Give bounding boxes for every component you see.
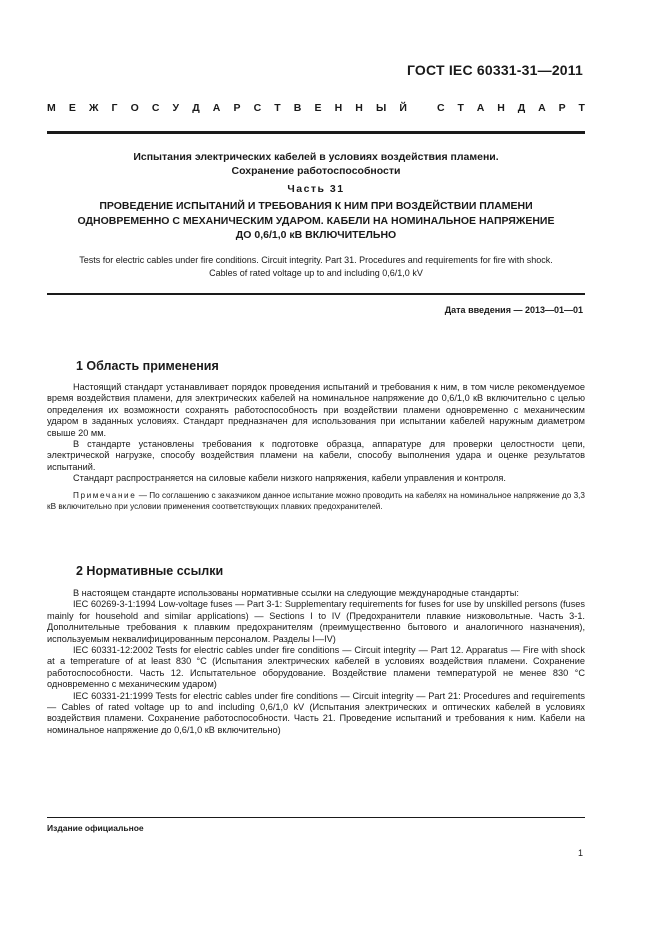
- standard-type-word-interstate: М Е Ж Г О С У Д А Р С Т В Е Н Н Ы Й: [47, 102, 407, 114]
- section-1-note: [47, 490, 585, 512]
- reference-entry: IEC 60331-21:1999 Tests for electric cables under fire conditions — Circuit integrity — Part 21: Procedures and requirements — Cables of rated voltage up to and including 0,6/1,0 kV (Испытания электрических и оптических кабелей в условиях воздействия пламени. Сохранение работоспособности. Часть 21. Проведение испытаний и требования к ним. Кабели на номинальное напряжение до 0,6/1,0 кВ включительно): [47, 690, 585, 735]
- standard-type-word-standard: С Т А Н Д А Р Т: [437, 102, 585, 114]
- section-1-paragraph: В стандарте установлены требования к подготовке образца, аппаратуре для проверки целостности цепи, электрической нагрузке, способу воздействия пламени на кабели, способу выполнения удара и оценке результатов испытаний.: [47, 439, 585, 472]
- section-1-heading: 1 Область применения: [76, 359, 219, 373]
- section-1-paragraph: Настоящий стандарт устанавливает порядок проведения испытаний и требования к ним, в том числе рекомендуемое время воздействия пламени, для электрических кабелей на номинальное напряжение до 0,6/1,0 кВ включительно с целью определения их возможности сохранять работоспособность при воздействии пламени одновременно с механическим ударом в заданных условиях. Стандарт предназначен для использования при испытании кабелей наружным диаметром свыше 20 мм.: [47, 382, 585, 438]
- section-1-paragraph: Стандарт распространяется на силовые кабели низкого напряжения, кабели управления и контроля.: [73, 473, 506, 484]
- footer-divider: [47, 817, 585, 818]
- title-line-1: Испытания электрических кабелей в условиях воздействия пламени.: [133, 151, 499, 163]
- official-edition-label: Издание официальное: [47, 823, 144, 833]
- note-label: Примечание: [73, 490, 137, 500]
- section-2-heading: 2 Нормативные ссылки: [76, 564, 224, 578]
- section-2-body: [47, 588, 585, 736]
- title-line-2: Сохранение работоспособности: [231, 165, 401, 177]
- introduction-date: Дата введения — 2013—01—01: [444, 305, 583, 315]
- english-title: Tests for electric cables under fire conditions. Circuit integrity. Part 31. Procedures and requirements for fire with shock. Cables of rated voltage up to and including 0,6/1,0 kV: [79, 255, 553, 278]
- part-title: ПРОВЕДЕНИЕ ИСПЫТАНИЙ И ТРЕБОВАНИЯ К НИМ ПРИ ВОЗДЕЙСТВИИ ПЛАМЕНИ ОДНОВРЕМЕННО С МЕХАНИЧЕСКИМ УДАРОМ. КАБЕЛИ НА НОМИНАЛЬНОЕ НАПРЯЖЕНИЕ ДО 0,6/1,0 кВ ВКЛЮЧИТЕЛЬНО: [77, 200, 555, 241]
- note-text: — По соглашению с заказчиком данное испытание можно проводить на кабелях на номинальное напряжение до 3,3 кВ включительно при условии применения соответствующих плавких предохранителей.: [47, 490, 585, 511]
- document-number: ГОСТ IEC 60331-31—2011: [406, 62, 583, 78]
- page-number: 1: [577, 848, 583, 858]
- reference-entry: IEC 60331-12:2002 Tests for electric cables under fire conditions — Circuit integrity — Part 12. Apparatus — Fire with shock at a temperature of at least 830 °C (Испытания электрических кабелей в условиях воздействия пламени. Сохранение работоспособности. Часть 12. Испытательное оборудование. Воздействие пламени температурой не менее 830 °C одновременно с механическим ударом): [47, 645, 585, 690]
- standard-type-heading: [47, 102, 585, 114]
- section-2-paragraph: В настоящем стандарте использованы нормативные ссылки на следующие международные стандарты:: [73, 588, 519, 598]
- section-1-body: [47, 382, 585, 512]
- header-divider: [47, 131, 585, 134]
- title-block: [47, 150, 585, 243]
- part-label: Часть 31: [287, 183, 345, 195]
- reference-entry: IEC 60269-3-1:1994 Low-voltage fuses — Part 3-1: Supplementary requirements for fuses for use by unskilled persons (fuses mainly for household and similar applications) — Sections I to IV (Предохранители плавкие низковольтные. Часть 3-1. Дополнительные требования к плавким предохранителям (преимущественно бытового и аналогичного назначения), используемым неквалифицированным персоналом. Разделы I—IV): [47, 599, 585, 644]
- title-divider: [47, 293, 585, 295]
